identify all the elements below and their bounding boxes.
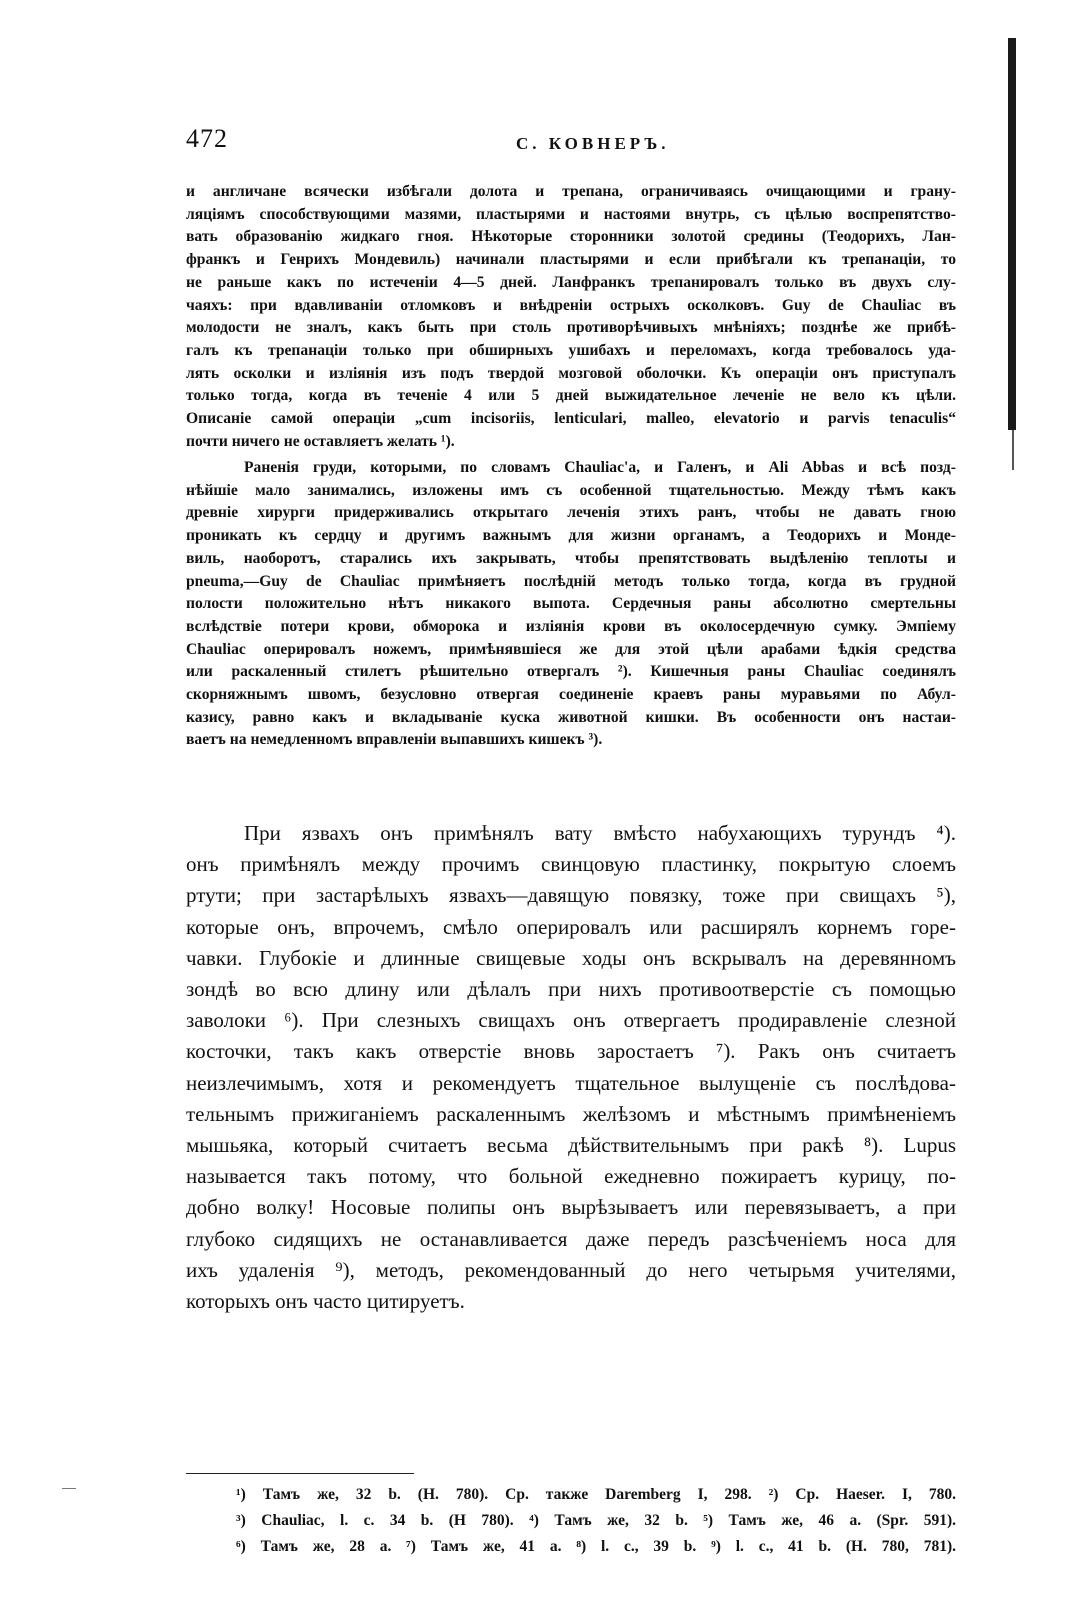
text-line: тельнымъ прижиганіемъ раскаленнымъ желѣзомъ и мѣстнымъ примѣненіемъ [186,1101,956,1126]
footnotes [236,1482,956,1560]
text-line: и англичане всячески избѣгали долота и трепана, ограничиваясь очищающими и грану- [186,183,956,200]
text-line: добно волку! Носовые полипы онъ вырѣзываетъ или перевязываетъ, а при [186,1195,956,1220]
text-line: Описаніе самой операціи „cum incisoriis, lenticulari, malleo, elevatorio и parvis tenaculis“ [186,410,956,428]
text-line: pneuma,—Guy de Chauliac примѣняетъ послѣдній методъ только тогда, когда въ грудной [186,572,956,590]
text-line: вслѣдствіе потери крови, обморока и изліянія крови въ околосердечную сумку. Эмпіему [186,617,956,635]
text-line: онъ примѣнялъ между прочимъ свинцовую пластинку, покрытую слоемъ [186,852,956,877]
running-head: С. КОВНЕРЪ. [516,134,670,153]
text-line: полости положительно нѣтъ никакого выпота. Сердечныя раны абсолютно смертельны [186,595,956,613]
text-line: не раньше какъ по истеченіи 4—5 дней. Ланфранкъ трепанировалъ только въ двухъ слу- [186,273,956,291]
text-line: заволоки ⁶). При слезныхъ свищахъ онъ отвергаетъ продиравленіе слезной [186,1008,956,1033]
text-line: франкъ и Генрихъ Мондевиль) начинали пластырями и если прибѣгали къ трепанаціи, то [186,251,956,269]
text-line: галъ къ трепанаціи только при обширныхъ ушибахъ и переломахъ, когда требовалось уда- [186,341,956,359]
page-header [186,124,956,164]
page-number: 472 [186,124,228,153]
text-line: почти ничего не оставляетъ желать ¹). [186,432,455,450]
text-line: скорняжнымъ швомъ, безусловно отвергая соединеніе краевъ раны муравьями по Абул- [186,686,956,704]
text-line: называется такъ потому, что больной ежедневно пожираетъ курицу, по- [186,1164,956,1189]
text-line: глубоко сидящихъ не останавливается даже передъ разсѣченіемъ носа для [186,1226,956,1251]
text-line: которые онъ, впрочемъ, смѣло оперировалъ или расширялъ корнемъ горе- [186,914,956,939]
text-line: или раскаленный стилетъ рѣшительно отвергалъ ²). Кишечныя раны Chauliac соединялъ [186,663,956,681]
footnote-line: ⁶) Тамъ же, 28 a. ⁷) Тамъ же, 41 a. ⁸) l. c., 39 b. ⁹) l. c., 41 b. (H. 780, 781). [236,1538,956,1555]
text-line: вать образованію жидкаго гноя. Нѣкоторые сторонники золотой средины (Теодорихъ, Лан- [186,228,956,246]
text-line: проникать къ сердцу и другимъ важнымъ для жизни органамъ, а Теодорихъ и Монде- [186,527,956,545]
text-line: зондѣ во всю длину или дѣлалъ при нихъ противоотверстіе съ помощью [186,977,956,1002]
paragraph-trepanation [186,181,956,453]
footnote-line: ³) Chauliac, l. c. 34 b. (H 780). ⁴) Тамъ же, 32 b. ⁵) Тамъ же, 46 a. (Spr. 591). [236,1512,956,1529]
text-line: виль, наоборотъ, старались ихъ закрывать, чтобы препятствовать выдѣленію теплоты и [186,549,956,567]
text-line: Chauliac оперировалъ ножемъ, примѣнявшіеся же для этой цѣли арабами ѣдкія средства [186,640,956,658]
paragraph-chest-wounds [186,457,956,752]
scan-edge-bar [1008,38,1016,430]
paragraph-ulcers [186,818,956,1317]
text-line: только тогда, когда въ теченіе 4 или 5 дней выжидательное леченіе не вело къ цѣли. [186,387,956,405]
text-line: нѣйшіе мало занимались, изложены имъ съ особенной тщательностью. Между тѣмъ какъ [186,481,956,499]
text-line: казису, равно какъ и вкладываніе куска животной кишки. Въ особенности онъ настаи- [186,708,956,726]
text-line: которыхъ онъ часто цитируетъ. [186,1289,465,1314]
text-line: чавки. Глубокіе и длинные свищевые ходы онъ вскрывалъ на деревянномъ [186,945,956,970]
text-line: При язвахъ онъ примѣнялъ вату вмѣсто набухающихъ турундъ ⁴). [244,821,956,845]
text-line: неизлечимымъ, хотя и рекомендуетъ тщательное вылущеніе съ послѣдова- [186,1070,956,1095]
text-line: чаяхъ: при вдавливаніи отломковъ и внѣдреніи острыхъ осколковъ. Guy de Chauliac въ [186,296,956,314]
footnote-divider [186,1473,414,1474]
footnote-line: ¹) Тамъ же, 32 b. (H. 780). Ср. также Daremberg I, 298. ²) Ср. Haeser. I, 780. [236,1486,956,1503]
margin-mark [62,1488,76,1489]
text-line: Раненія груди, которыми, по словамъ Chauliac'а, и Галенъ, и Ali Abbas и всѣ позд- [244,459,956,476]
text-line: древніе хирурги придерживались открытаго леченія этихъ ранъ, чтобы не давать гною [186,504,956,522]
scan-edge-mark [1012,430,1014,470]
text-line: ихъ удаленія ⁹), методъ, рекомендованный до него четырьмя учителями, [186,1257,956,1282]
text-line: мышьяка, который считаетъ весьма дѣйствительнымъ при ракѣ ⁸). Lupus [186,1133,956,1158]
text-line: молодости не зналъ, какъ быть при столь противорѣчивыхъ мнѣніяхъ; позднѣе же прибѣ- [186,319,956,337]
text-line: ляціямъ способствующими мазями, пластырями и настоями внутрь, съ цѣлью воспрепятство- [186,205,956,223]
text-line: лять осколки и изліянія изъ подъ твердой мозговой оболочки. Къ операціи онъ приступалъ [186,364,956,382]
text-line: ваетъ на немедленномъ вправленіи выпавшихъ кишекъ ³). [186,731,603,749]
text-line: ртути; при застарѣлыхъ язвахъ—давящую повязку, тоже при свищахъ ⁵), [186,883,956,908]
text-line: косточки, такъ какъ отверстіе вновь заростаетъ ⁷). Ракъ онъ считаетъ [186,1039,956,1064]
